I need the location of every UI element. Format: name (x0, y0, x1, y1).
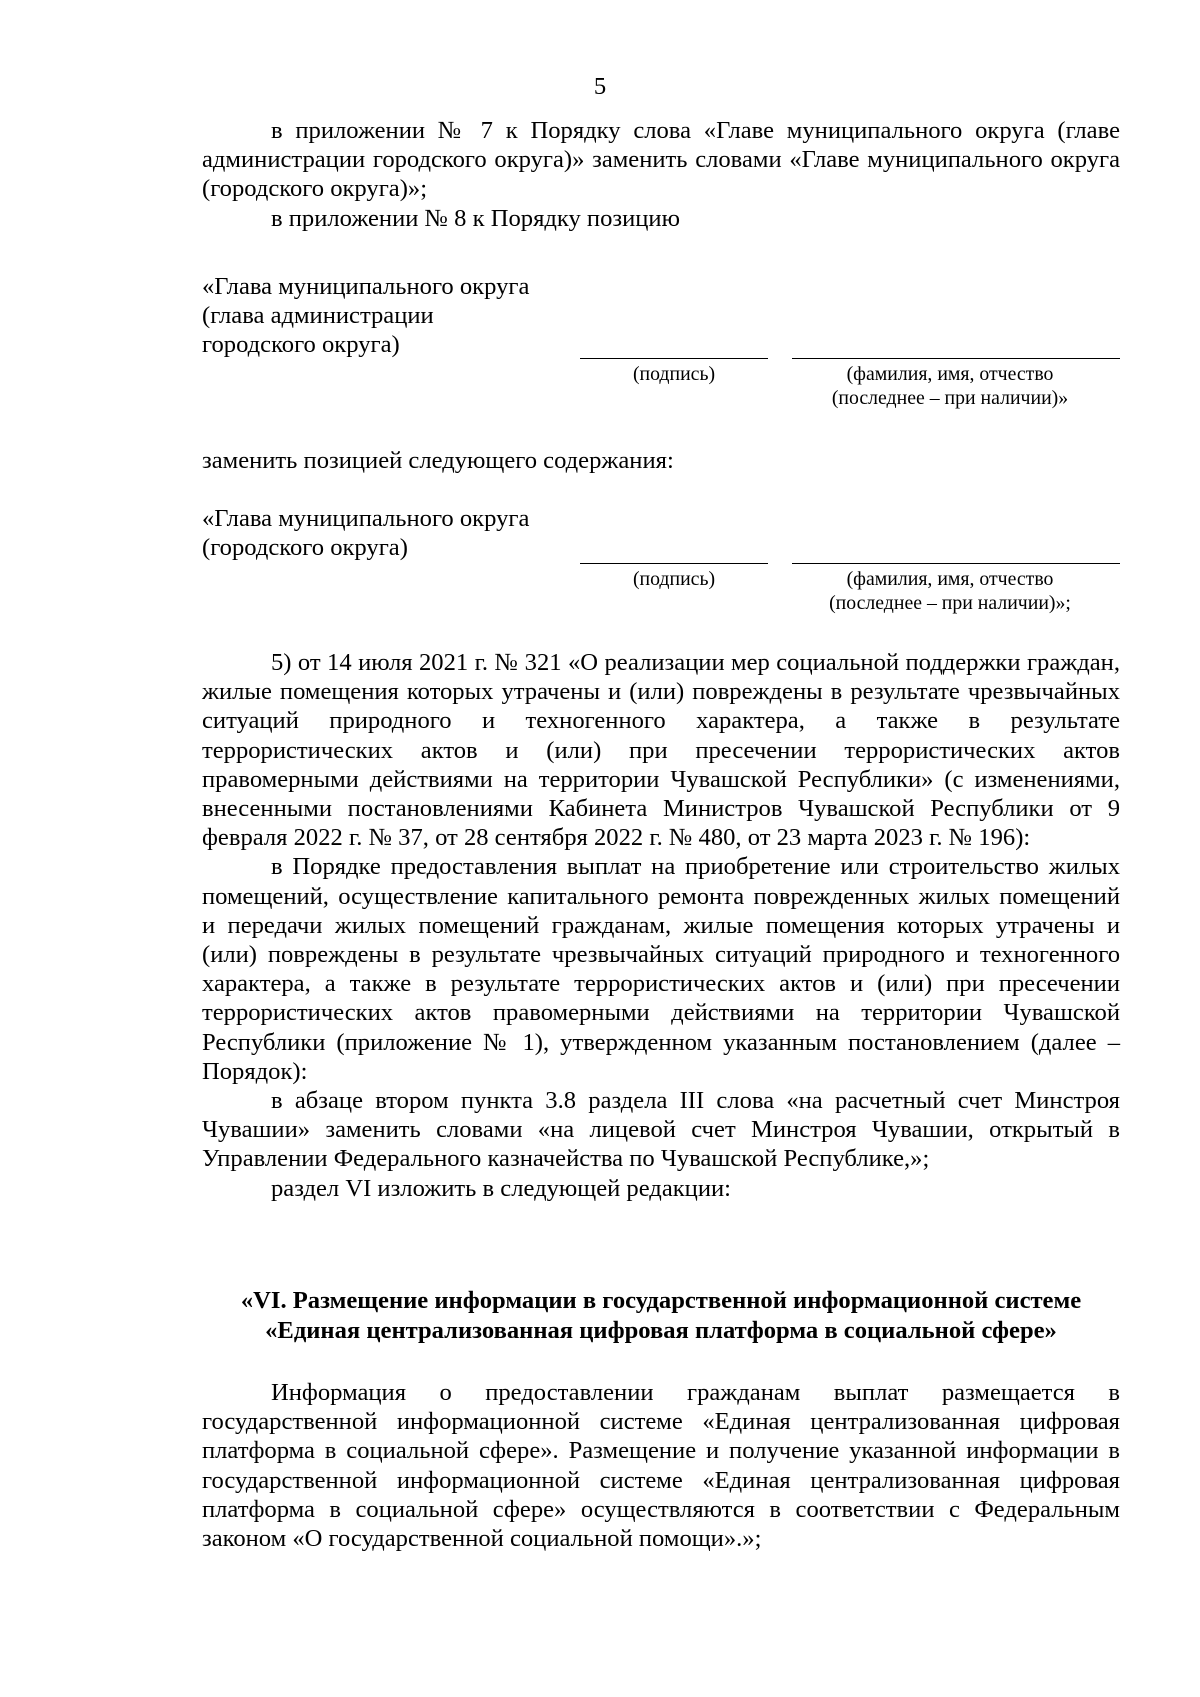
paragraph-clause-3-8: в абзаце втором пункта 3.8 раздела III слова «на расчетный счет Минстроя Чувашии» заменить словами «на лицевой счет Минстроя Чувашии, открытый в Управлении Федерального казначейства по Чувашской Республике,»; (202, 1087, 1120, 1173)
name-caption-1: (фамилия, имя, отчество (846, 363, 1054, 385)
signature-block-new (202, 504, 1120, 634)
paragraph-appendix-7: в приложении № 7 к Порядку слова «Главе муниципального округа (главе администрации городского округа)» заменить словами «Главе муниципального округа (городского округа)»; (202, 117, 1120, 203)
replace-instruction: заменить позицией следующего содержания: (202, 447, 674, 474)
name-caption-1: (фамилия, имя, отчество (846, 568, 1054, 590)
name-caption-2: (последнее – при наличии)» (831, 387, 1069, 409)
section-heading-line-2: «Единая централизованная цифровая платформа в социальной сфере» (265, 1317, 1057, 1344)
name-caption-2: (последнее – при наличии)»; (829, 592, 1071, 614)
paragraph-appendix-8: в приложении № 8 к Порядку позицию (271, 204, 680, 232)
section-heading (202, 1286, 1120, 1346)
signature-old-line-2: (глава администрации (202, 302, 434, 329)
signature-block-old (202, 272, 1120, 422)
signature-line (580, 358, 768, 359)
paragraph-section-6-intro: раздел VI изложить в следующей редакции: (271, 1174, 732, 1202)
name-line (792, 358, 1120, 359)
section-heading-line-1: «VI. Размещение информации в государственной информационной системе (240, 1287, 1082, 1314)
signature-new-line-1: «Глава муниципального округа (202, 505, 530, 532)
signature-caption: (подпись) (632, 363, 716, 385)
signature-new-line-2: (городского округа) (202, 534, 408, 561)
signature-old-line-3: городского округа) (202, 331, 400, 358)
signature-line (580, 563, 768, 564)
paragraph-procedure: в Порядке предоставления выплат на приобретение или строительство жилых помещений, осуществление капитального ремонта поврежденных жилых помещений и передачи жилых помещений гражданам, жилые помещения которых утрачены и (или) повреждены в результате чрезвычайных ситуаций природного и техногенного характера, а также в результате террористических актов и (или) при пресечении террористических актов правомерными действиями на территории Чувашской Республики (приложение № 1), утвержденном указанным постановлением (далее – Порядок): (202, 853, 1120, 1085)
intro-block (202, 116, 1120, 233)
signature-caption: (подпись) (632, 568, 716, 590)
name-line (792, 563, 1120, 564)
page-number: 5 (593, 73, 607, 100)
signature-old-line-1: «Глава муниципального округа (202, 273, 530, 300)
paragraph-item-5: 5) от 14 июля 2021 г. № 321 «О реализации мер социальной поддержки граждан, жилые помещения которых утрачены и (или) повреждены в результате чрезвычайных ситуаций природного и техногенного характера, а также в результате террористических актов и (или) при пресечении террористических актов правомерными действиями на территории Чувашской Республики» (с изменениями, внесенными постановлениями Кабинета Министров Чувашской Республики от 9 февраля 2022 г. № 37, от 28 сентября 2022 г. № 480, от 23 марта 2023 г. № 196): (202, 649, 1120, 852)
section-body: Информация о предоставлении гражданам выплат размещается в государственной информационной системе «Единая централизованная цифровая платформа в социальной сфере». Размещение и получение указанной информации в государственной информационной системе «Единая централизованная цифровая платформа в социальной сфере» осуществляются в соответствии с Федеральным законом «О государственной социальной помощи».»; (202, 1379, 1120, 1553)
item-5-block (202, 648, 1120, 1203)
